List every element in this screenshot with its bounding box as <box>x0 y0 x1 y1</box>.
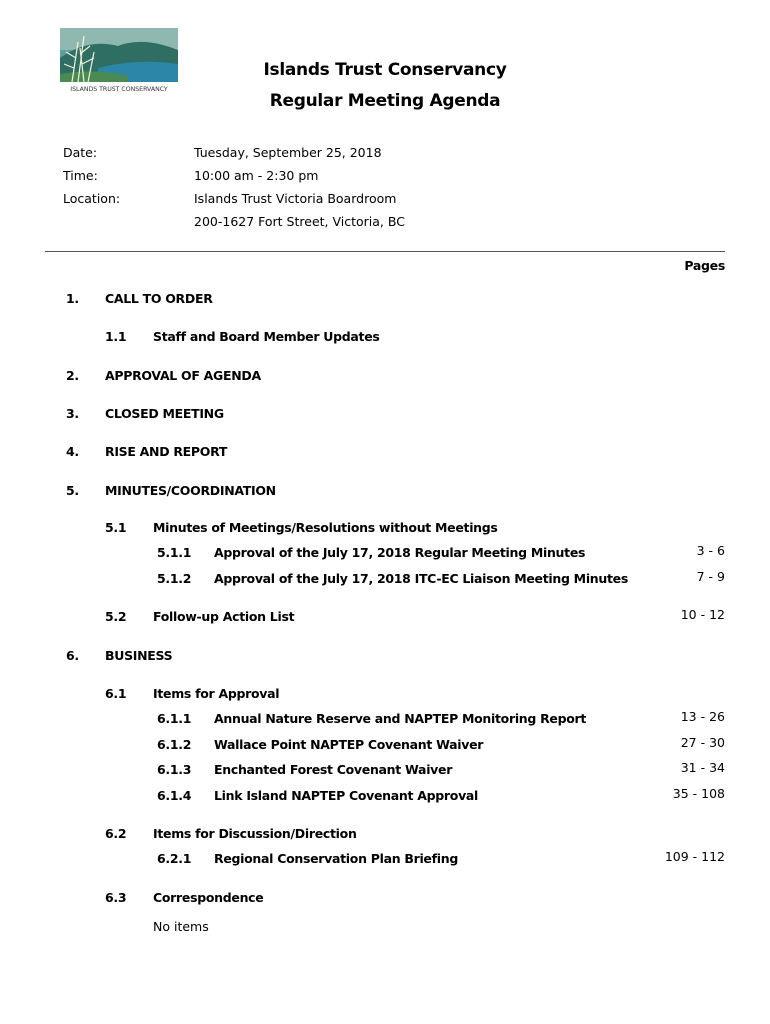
item-number: 3. <box>66 406 79 421</box>
item-number: 6.1 <box>105 686 127 701</box>
item-pages: 35 - 108 <box>672 786 725 801</box>
item-number: 6.2 <box>105 826 127 841</box>
item-pages: 13 - 26 <box>680 709 725 724</box>
item-number: 6.3 <box>105 890 127 905</box>
item-number: 1. <box>66 291 79 306</box>
item-title: Approval of the July 17, 2018 ITC-EC Liaison Meeting Minutes <box>214 571 629 586</box>
item-title: RISE AND REPORT <box>105 444 228 459</box>
item-number: 6.1.1 <box>157 711 192 726</box>
date-value: Tuesday, September 25, 2018 <box>194 145 382 160</box>
item-title: BUSINESS <box>105 648 173 663</box>
item-number: 5.1 <box>105 520 127 535</box>
item-number: 2. <box>66 368 79 383</box>
item-title: Items for Approval <box>153 686 280 701</box>
item-number: 6. <box>66 648 79 663</box>
logo-wordmark: ISLANDS TRUST CONSERVANCY <box>70 86 168 93</box>
item-number: 6.2.1 <box>157 851 192 866</box>
agenda-title: Regular Meeting Agenda <box>269 91 501 111</box>
item-title: Approval of the July 17, 2018 Regular Meeting Minutes <box>214 545 586 560</box>
header-divider <box>45 251 725 252</box>
item-title: Follow-up Action List <box>153 609 295 624</box>
item-number: 5. <box>66 483 79 498</box>
item-title: CLOSED MEETING <box>105 406 224 421</box>
item-title: Enchanted Forest Covenant Waiver <box>214 762 453 777</box>
item-number: 5.2 <box>105 609 127 624</box>
item-number: 5.1.1 <box>157 545 192 560</box>
item-pages: 109 - 112 <box>664 849 725 864</box>
location-value-line2: 200-1627 Fort Street, Victoria, BC <box>194 214 405 229</box>
item-pages: 3 - 6 <box>696 543 725 558</box>
item-pages: 7 - 9 <box>696 569 725 584</box>
item-pages: 27 - 30 <box>680 735 725 750</box>
org-title: Islands Trust Conservancy <box>263 60 507 80</box>
item-number: 6.1.4 <box>157 788 192 803</box>
item-title: Correspondence <box>153 890 264 905</box>
item-title: Annual Nature Reserve and NAPTEP Monitoring Report <box>214 711 587 726</box>
item-title: MINUTES/COORDINATION <box>105 483 276 498</box>
location-value-line1: Islands Trust Victoria Boardroom <box>194 191 397 206</box>
item-title: Link Island NAPTEP Covenant Approval <box>214 788 479 803</box>
item-number: 6.1.3 <box>157 762 192 777</box>
time-label: Time: <box>63 168 98 183</box>
item-title: Staff and Board Member Updates <box>153 329 380 344</box>
item-number: 1.1 <box>105 329 127 344</box>
item-note: No items <box>153 919 209 934</box>
date-label: Date: <box>63 145 98 160</box>
item-title: Minutes of Meetings/Resolutions without Meetings <box>153 520 498 535</box>
item-number: 6.1.2 <box>157 737 192 752</box>
item-number: 4. <box>66 444 79 459</box>
item-title: Items for Discussion/Direction <box>153 826 357 841</box>
pages-column-header: Pages <box>684 258 725 273</box>
location-label: Location: <box>63 191 121 206</box>
time-value: 10:00 am - 2:30 pm <box>194 168 319 183</box>
item-title: Regional Conservation Plan Briefing <box>214 851 458 866</box>
item-title: APPROVAL OF AGENDA <box>105 368 261 383</box>
item-title: Wallace Point NAPTEP Covenant Waiver <box>214 737 484 752</box>
item-number: 5.1.2 <box>157 571 192 586</box>
item-pages: 10 - 12 <box>680 607 725 622</box>
item-title: CALL TO ORDER <box>105 291 213 306</box>
item-pages: 31 - 34 <box>680 760 725 775</box>
